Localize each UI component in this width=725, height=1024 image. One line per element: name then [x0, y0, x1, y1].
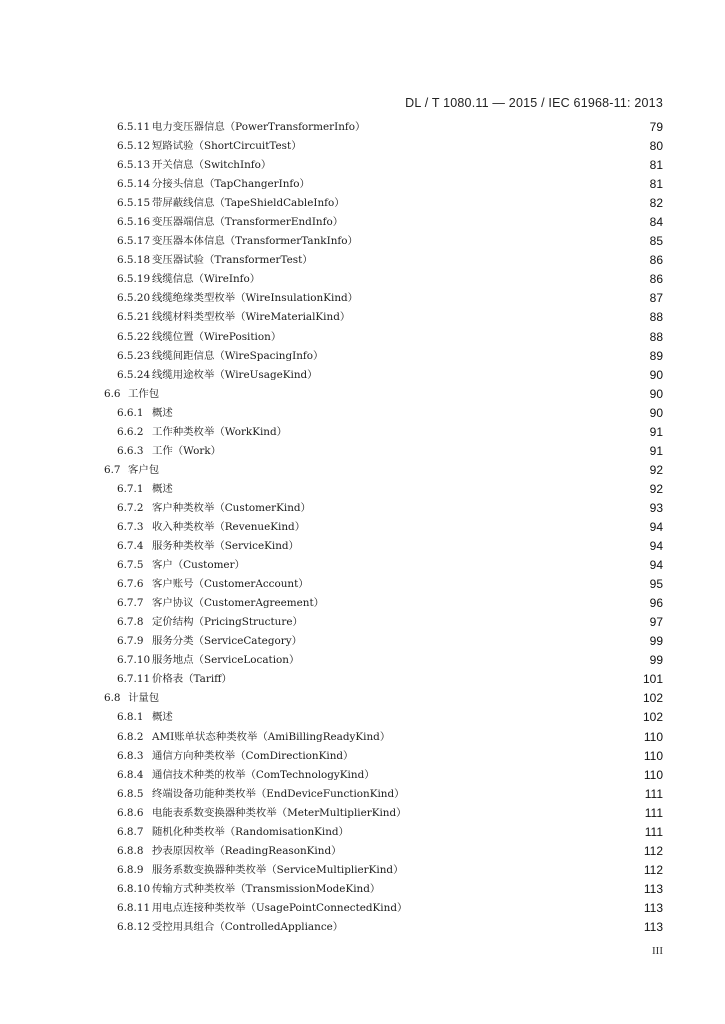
toc-entry-number: 6.6	[104, 387, 121, 400]
toc-entry-page: 86	[649, 253, 663, 268]
toc-entry[interactable]	[0, 651, 725, 670]
dot-leader	[277, 156, 647, 175]
toc-entry-title: 收入种类枚举（RevenueKind）	[152, 520, 306, 533]
toc-entry-title: 计量包	[128, 692, 160, 705]
toc-entry-page: 112	[643, 862, 663, 877]
toc-entry[interactable]	[0, 613, 725, 632]
dot-leader	[293, 423, 647, 442]
toc-entry[interactable]	[0, 442, 725, 461]
toc-entry-title: 抄表原因枚举（ReadingReasonKind）	[152, 844, 342, 857]
toc-entry-title: 通信技术种类的枚举（ComTechnologyKind）	[152, 768, 375, 781]
running-header: DL / T 1080.11 — 2015 / IEC 61968-11: 2013	[405, 96, 663, 110]
dot-leader	[330, 594, 647, 613]
toc-entry-page: 101	[642, 672, 663, 687]
toc-entry-title: 线缆信息（WireInfo）	[152, 273, 261, 286]
toc-leader	[277, 156, 663, 175]
dot-leader	[364, 289, 647, 308]
toc-entry-title: 用电点连接种类枚举（UsagePointConnectedKind）	[152, 901, 408, 914]
table-of-contents	[0, 118, 725, 937]
toc-entry[interactable]	[0, 766, 725, 785]
toc-leader	[364, 289, 663, 308]
toc-entry[interactable]	[0, 423, 725, 442]
toc-entry-title: 通信方向种类枚举（ComDirectionKind）	[152, 749, 354, 762]
toc-entry-number: 6.7.7	[117, 597, 144, 610]
toc-entry-page: 90	[649, 367, 663, 382]
dot-leader	[227, 442, 647, 461]
toc-leader	[349, 213, 663, 232]
toc-entry[interactable]	[0, 194, 725, 213]
toc-entry-title: 概述	[152, 406, 173, 419]
toc-leader	[396, 728, 663, 747]
toc-leader	[355, 823, 663, 842]
dot-leader	[308, 632, 647, 651]
toc-entry-number: 6.8.6	[117, 806, 144, 819]
page-number: III	[652, 945, 663, 957]
toc-leader	[413, 899, 663, 918]
toc-entry-page: 81	[649, 177, 663, 192]
dot-leader	[413, 899, 641, 918]
toc-entry-number: 6.6.2	[117, 425, 144, 438]
toc-entry[interactable]	[0, 708, 725, 727]
toc-entry-page: 110	[643, 748, 663, 763]
dot-leader	[238, 670, 640, 689]
toc-leader	[238, 670, 663, 689]
dot-leader	[317, 499, 647, 518]
toc-entry-title: 线缆间距信息（WireSpacingInfo）	[152, 349, 324, 362]
toc-leader	[251, 556, 663, 575]
toc-leader	[165, 461, 663, 480]
toc-entry-title: 工作包	[128, 387, 160, 400]
toc-leader	[359, 747, 663, 766]
toc-entry-page: 113	[643, 900, 663, 915]
toc-leader	[319, 251, 663, 270]
toc-leader	[179, 480, 663, 499]
dot-leader	[348, 842, 641, 861]
toc-entry-page: 80	[649, 139, 663, 154]
toc-entry-number: 6.5.13	[117, 159, 151, 172]
toc-leader	[316, 175, 663, 194]
toc-entry-title: 变压器端信息（TransformerEndInfo）	[152, 216, 344, 229]
dot-leader	[308, 137, 647, 156]
dot-leader	[165, 461, 647, 480]
toc-entry-title: 开关信息（SwitchInfo）	[152, 159, 272, 172]
toc-entry-title: 客户种类枚举（CustomerKind）	[152, 501, 311, 514]
toc-entry-title: 线缆绝缘类型枚举（WireInsulationKind）	[152, 292, 359, 305]
toc-entry[interactable]	[0, 747, 725, 766]
toc-entry-page: 94	[649, 519, 663, 534]
toc-entry-number: 6.8.11	[117, 901, 151, 914]
toc-entry[interactable]	[0, 823, 725, 842]
toc-entry-page: 102	[642, 691, 663, 706]
toc-entry-page: 85	[649, 234, 663, 249]
toc-leader	[293, 423, 663, 442]
toc-entry[interactable]	[0, 842, 725, 861]
toc-leader	[308, 632, 663, 651]
dot-leader	[351, 194, 647, 213]
toc-entry-number: 6.5.17	[117, 235, 151, 248]
toc-entry-title: 电力变压器信息（PowerTransformerInfo）	[152, 121, 366, 133]
toc-leader	[179, 708, 663, 727]
dot-leader	[165, 689, 640, 708]
toc-entry-number: 6.5.23	[117, 349, 151, 362]
toc-leader	[165, 689, 663, 708]
toc-entry-page: 111	[644, 824, 663, 839]
toc-entry-number: 6.8.2	[117, 730, 144, 743]
toc-leader	[324, 366, 663, 385]
toc-entry-number: 6.7.4	[117, 540, 144, 553]
toc-entry-page: 99	[649, 653, 663, 668]
toc-entry-title: 客户包	[128, 463, 160, 476]
toc-entry[interactable]	[0, 880, 725, 899]
toc-entry-title: 客户账号（CustomerAccount）	[152, 578, 309, 591]
toc-entry-title: 带屏蔽线信息（TapeShieldCableInfo）	[152, 197, 345, 210]
toc-entry[interactable]	[0, 785, 725, 804]
toc-entry-title: 线缆材料类型枚举（WireMaterialKind）	[152, 311, 351, 324]
toc-leader	[349, 918, 663, 937]
toc-entry[interactable]	[0, 499, 725, 518]
toc-entry-page: 88	[649, 329, 663, 344]
toc-leader	[305, 651, 663, 670]
toc-entry-number: 6.5.24	[117, 368, 151, 381]
toc-entry-page: 102	[642, 710, 663, 725]
toc-entry-page: 111	[644, 786, 663, 801]
toc-entry[interactable]	[0, 689, 725, 708]
toc-leader	[329, 347, 663, 366]
toc-entry-page: 110	[643, 729, 663, 744]
toc-entry[interactable]	[0, 480, 725, 499]
toc-entry[interactable]	[0, 632, 725, 651]
toc-leader	[413, 804, 663, 823]
toc-entry-number: 6.5.22	[117, 330, 151, 343]
toc-entry-title: 概述	[152, 482, 173, 495]
toc-leader	[371, 118, 663, 137]
toc-entry-title: 电能表系数变换器种类枚举（MeterMultiplierKind）	[152, 806, 407, 819]
toc-entry[interactable]	[0, 213, 725, 232]
toc-entry-number: 6.5.14	[117, 178, 151, 191]
toc-leader	[409, 861, 663, 880]
toc-entry[interactable]	[0, 670, 725, 689]
dot-leader	[349, 213, 647, 232]
toc-entry[interactable]	[0, 537, 725, 556]
toc-entry-title: 短路试验（ShortCircuitTest）	[152, 140, 302, 153]
dot-leader	[311, 518, 647, 537]
toc-entry-title: 价格表（Tariff）	[152, 673, 232, 686]
toc-entry[interactable]	[0, 918, 725, 937]
dot-leader	[309, 613, 647, 632]
toc-entry-number: 6.5.16	[117, 216, 151, 229]
toc-entry-number: 6.7.6	[117, 578, 144, 591]
dot-leader	[364, 232, 647, 251]
toc-entry-number: 6.5.12	[117, 140, 151, 153]
toc-entry-page: 84	[649, 215, 663, 230]
toc-leader	[179, 404, 663, 423]
toc-entry[interactable]	[0, 175, 725, 194]
toc-entry-number: 6.7.2	[117, 501, 144, 514]
toc-leader	[309, 613, 663, 632]
toc-entry-page: 97	[649, 615, 663, 630]
toc-entry-number: 6.7.5	[117, 559, 144, 572]
dot-leader	[305, 651, 647, 670]
toc-entry-page: 94	[649, 539, 663, 554]
toc-entry-title: 受控用具组合（ControlledAppliance）	[152, 920, 344, 933]
toc-entry-title: 客户（Customer）	[152, 559, 245, 572]
toc-entry-page: 94	[649, 558, 663, 573]
toc-entry-title: 服务地点（ServiceLocation）	[152, 654, 300, 667]
toc-entry-title: 分接头信息（TapChangerInfo）	[152, 178, 310, 191]
toc-entry-page: 113	[643, 881, 663, 896]
dot-leader	[349, 918, 641, 937]
toc-entry-title: 变压器本体信息（TransformerTankInfo）	[152, 235, 358, 248]
toc-entry[interactable]	[0, 861, 725, 880]
toc-entry-page: 87	[649, 291, 663, 306]
dot-leader	[329, 347, 647, 366]
toc-entry-title: 服务系数变换器种类枚举（ServiceMultiplierKind）	[152, 863, 404, 876]
dot-leader	[355, 823, 642, 842]
toc-entry-number: 6.5.21	[117, 311, 151, 324]
toc-entry-page: 95	[649, 577, 663, 592]
toc-entry[interactable]	[0, 518, 725, 537]
toc-leader	[411, 785, 663, 804]
toc-entry-number: 6.7.3	[117, 520, 144, 533]
toc-entry-page: 92	[649, 462, 663, 477]
toc-entry-number: 6.8.12	[117, 920, 151, 933]
toc-entry[interactable]	[0, 251, 725, 270]
toc-entry-number: 6.7.11	[117, 673, 151, 686]
dot-leader	[371, 118, 647, 137]
toc-entry[interactable]	[0, 366, 725, 385]
toc-entry-page: 89	[649, 348, 663, 363]
dot-leader	[179, 480, 647, 499]
toc-leader	[287, 328, 663, 347]
toc-entry[interactable]	[0, 804, 725, 823]
toc-entry[interactable]	[0, 328, 725, 347]
toc-leader	[317, 499, 663, 518]
toc-entry-number: 6.5.20	[117, 292, 151, 305]
toc-entry-title: 工作种类枚举（WorkKind）	[152, 425, 288, 438]
toc-entry-page: 90	[649, 386, 663, 401]
dot-leader	[316, 175, 647, 194]
toc-leader	[266, 270, 663, 289]
toc-entry-page: 112	[643, 843, 663, 858]
toc-entry[interactable]	[0, 728, 725, 747]
toc-entry-number: 6.5.18	[117, 254, 151, 267]
toc-entry-page: 91	[649, 443, 663, 458]
toc-leader	[386, 880, 663, 899]
dot-leader	[411, 785, 642, 804]
dot-leader	[324, 366, 647, 385]
toc-entry-number: 6.6.3	[117, 444, 144, 457]
toc-entry-page: 79	[649, 120, 663, 134]
dot-leader	[319, 251, 647, 270]
toc-leader	[311, 518, 663, 537]
toc-entry-page: 110	[643, 767, 663, 782]
toc-entry-page: 96	[649, 596, 663, 611]
toc-entry-number: 6.8.1	[117, 711, 144, 724]
toc-entry-number: 6.8	[104, 692, 121, 705]
toc-entry-title: 概述	[152, 711, 173, 724]
toc-entry[interactable]	[0, 385, 725, 404]
toc-entry-title: 工作（Work）	[152, 444, 222, 457]
toc-entry[interactable]	[0, 461, 725, 480]
toc-leader	[356, 308, 663, 327]
toc-entry-number: 6.7.1	[117, 482, 144, 495]
dot-leader	[315, 575, 647, 594]
toc-entry[interactable]	[0, 556, 725, 575]
toc-entry[interactable]	[0, 594, 725, 613]
toc-leader	[330, 594, 663, 613]
toc-entry-number: 6.8.8	[117, 844, 144, 857]
toc-entry[interactable]	[0, 137, 725, 156]
toc-entry-number: 6.8.10	[117, 882, 151, 895]
toc-entry[interactable]	[0, 347, 725, 366]
toc-entry-title: 服务种类枚举（ServiceKind）	[152, 540, 299, 553]
toc-entry-number: 6.8.7	[117, 825, 144, 838]
toc-entry-number: 6.8.4	[117, 768, 144, 781]
dot-leader	[179, 404, 647, 423]
toc-entry-title: 传输方式种类枚举（TransmissionModeKind）	[152, 882, 381, 895]
dot-leader	[396, 728, 641, 747]
toc-entry[interactable]	[0, 118, 725, 137]
toc-leader	[348, 842, 663, 861]
toc-entry-title: 客户协议（CustomerAgreement）	[152, 597, 325, 610]
dot-leader	[287, 328, 647, 347]
toc-entry-page: 86	[649, 272, 663, 287]
toc-entry-page: 93	[649, 500, 663, 515]
toc-leader	[315, 575, 663, 594]
toc-leader	[165, 385, 663, 404]
toc-entry-page: 88	[649, 310, 663, 325]
toc-entry-number: 6.8.3	[117, 749, 144, 762]
dot-leader	[305, 537, 647, 556]
dot-leader	[356, 308, 647, 327]
toc-entry-page: 81	[649, 158, 663, 173]
toc-entry-title: AMI账单状态种类枚举（AmiBillingReadyKind）	[152, 730, 391, 743]
dot-leader	[179, 708, 640, 727]
toc-entry-title: 随机化种类枚举（RandomisationKind）	[152, 825, 349, 838]
toc-leader	[381, 766, 663, 785]
toc-leader	[305, 537, 663, 556]
toc-entry-page: 111	[644, 805, 663, 820]
dot-leader	[251, 556, 647, 575]
toc-entry-number: 6.5.15	[117, 197, 151, 210]
toc-entry-number: 6.8.5	[117, 787, 144, 800]
toc-entry-number: 6.5.19	[117, 273, 151, 286]
toc-entry[interactable]	[0, 575, 725, 594]
toc-leader	[364, 232, 663, 251]
toc-entry-title: 变压器试验（TransformerTest）	[152, 254, 313, 267]
toc-entry[interactable]	[0, 156, 725, 175]
toc-entry[interactable]	[0, 899, 725, 918]
toc-entry-number: 6.7	[104, 463, 121, 476]
toc-entry-title: 线缆位置（WirePosition）	[152, 330, 282, 343]
toc-entry-page: 91	[649, 424, 663, 439]
toc-entry-page: 113	[643, 919, 663, 934]
toc-entry-number: 6.7.8	[117, 616, 144, 629]
toc-entry-title: 终端设备功能种类枚举（EndDeviceFunctionKind）	[152, 787, 405, 800]
dot-leader	[386, 880, 641, 899]
toc-entry-title: 线缆用途枚举（WireUsageKind）	[152, 368, 318, 381]
dot-leader	[266, 270, 647, 289]
toc-entry[interactable]	[0, 404, 725, 423]
toc-entry-number: 6.8.9	[117, 863, 144, 876]
toc-entry-page: 92	[649, 481, 663, 496]
toc-leader	[351, 194, 663, 213]
toc-entry[interactable]	[0, 308, 725, 327]
toc-entry-number: 6.5.11	[117, 121, 151, 133]
dot-leader	[409, 861, 641, 880]
toc-entry-number: 6.6.1	[117, 406, 144, 419]
toc-entry[interactable]	[0, 232, 725, 251]
toc-leader	[308, 137, 663, 156]
dot-leader	[381, 766, 641, 785]
dot-leader	[359, 747, 641, 766]
toc-entry[interactable]	[0, 289, 725, 308]
toc-entry-page: 99	[649, 634, 663, 649]
toc-entry-number: 6.7.10	[117, 654, 151, 667]
dot-leader	[165, 385, 647, 404]
toc-entry-page: 82	[649, 196, 663, 211]
toc-leader	[227, 442, 663, 461]
toc-entry[interactable]	[0, 270, 725, 289]
toc-entry-number: 6.7.9	[117, 635, 144, 648]
toc-entry-title: 定价结构（PricingStructure）	[152, 616, 303, 629]
dot-leader	[413, 804, 642, 823]
toc-entry-title: 服务分类（ServiceCategory）	[152, 635, 302, 648]
toc-entry-page: 90	[649, 405, 663, 420]
